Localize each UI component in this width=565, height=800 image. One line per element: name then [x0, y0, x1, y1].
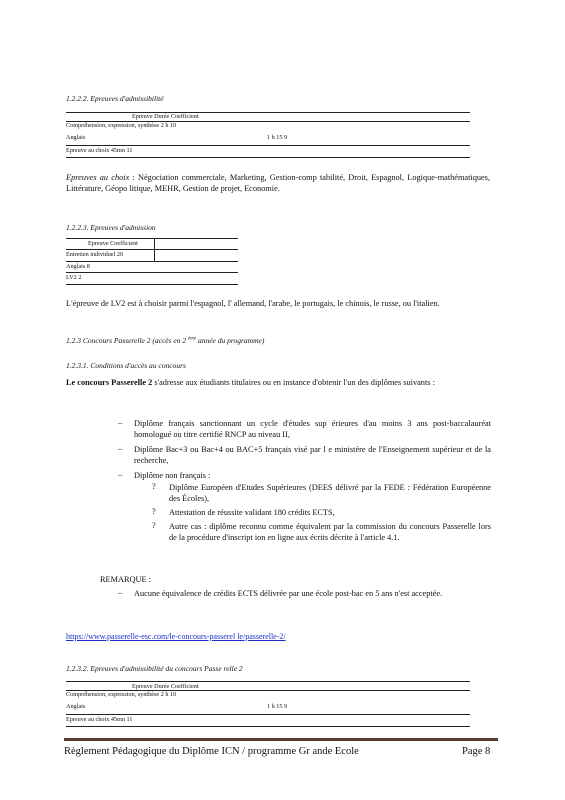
table-col-rule: [154, 238, 155, 261]
remark-text: Aucune équivalence de crédits ECTS délivrée par une école post-bac en 5 ans n'est acceptée.: [134, 589, 443, 598]
section-heading-admissibilite-passerelle: 1.2.3.2. Epreuves d'admissibilité du concours Passe relle 2: [66, 664, 243, 673]
table-admission: [66, 238, 238, 286]
table-header: Epreuve Coefficient: [88, 240, 138, 247]
heading-text-end: année du programme): [197, 336, 265, 345]
table-rule: [66, 261, 238, 262]
footer-title: Règlement Pédagogique du Diplôme ICN / programme Gr ande Ecole: [64, 746, 359, 757]
table-row: Anglais 8: [66, 263, 90, 270]
passerelle-link[interactable]: https://www.passerelle-esc.com/le-concours-passerel le/passerelle-2/: [66, 632, 286, 641]
table-row-label: Anglais: [66, 134, 86, 141]
bullet-dash: –: [118, 470, 123, 479]
table-rule: [66, 249, 238, 250]
paragraph-lv2: L'épreuve de LV2 est à choisir parmi l'espagnol, l' allemand, l'arabe, le portugais, le chinois, le russe, ou l'italien.: [66, 299, 440, 308]
table-rule: [66, 238, 238, 239]
table-row-value: 1 h 15 9: [267, 134, 288, 141]
choice-label: Epreuves au choix: [66, 173, 130, 182]
choice-text: : Négociation commerciale, Marketing, Gestion-comp tabilité, Droit, Espagnol, Logique-mathématiques, Littérature, Géopo litique, MEHR, Gestion de projet, Economie.: [66, 173, 490, 193]
heading-superscript: ème: [188, 336, 197, 342]
sub-list-item: Diplôme Européen d'Etudes Supérieures (DEES délivré par la FEDE : Fédération Européenne des Écoles),: [169, 483, 491, 503]
table-row-label: Anglais: [66, 703, 86, 710]
list-item: Diplôme non français :: [134, 471, 211, 480]
paragraph-intro: [66, 377, 490, 388]
table-row: Compréhension, expression, synthèse 2 h 10: [66, 122, 177, 129]
table-row: Compréhension, expression, synthèse 2 h 10: [66, 691, 177, 698]
footer-rule: [64, 738, 498, 741]
bullet-dash: –: [118, 418, 123, 427]
intro-bold: Le concours Passerelle 2: [66, 378, 153, 387]
table-rule: [66, 145, 470, 146]
table-row: Epreuve au choix 45mn 11: [66, 147, 133, 154]
passerelle-link-wrap: [66, 626, 286, 644]
table-row-value: 1 h 15 9: [267, 703, 288, 710]
section-heading-admission: 1.2.2.3. Epreuves d'admission: [66, 223, 156, 232]
table-admissibilite: [66, 112, 470, 158]
table-row: Entretien individuel 20: [66, 251, 124, 258]
section-heading-conditions: 1.2.3.1. Conditions d'accès au concours: [66, 361, 186, 370]
table-rule: [66, 272, 238, 273]
table-header: Epreuve Durée Coefficient: [132, 683, 199, 690]
paragraph-epreuves-choix: [66, 172, 490, 194]
sub-bullet-mark: ?: [152, 507, 156, 516]
remark-label: REMARQUE :: [100, 575, 151, 584]
table-admissibilite-passerelle: [66, 681, 470, 727]
heading-text: 1.2.3 Concours Passerelle 2 (accès en 2: [66, 336, 187, 345]
section-heading-passerelle: [66, 336, 264, 345]
bullet-dash: –: [118, 588, 123, 597]
table-rule: [66, 726, 470, 727]
table-row: LV2 2: [66, 274, 82, 281]
list-item: Diplôme Bac+3 ou Bac+4 ou BAC+5 français visé par l e ministère de l'Enseignement supérieur et de la recherche,: [134, 445, 491, 465]
sub-bullet-mark: ?: [152, 521, 156, 530]
table-row: Epreuve au choix 45mn 11: [66, 716, 133, 723]
sub-list-item: Attestation de réussite validant 180 crédits ECTS,: [169, 508, 335, 517]
list-item: Diplôme français sanctionnant un cycle d'études sup érieures d'au moins 3 ans post-baccalauréat homologué ou titre certifié RNCP au niveau II,: [134, 419, 491, 439]
bullet-dash: –: [118, 444, 123, 453]
table-rule: [66, 284, 238, 285]
section-heading-admissibilite: 1.2.2.2. Epreuves d'admissibilité: [66, 94, 164, 103]
page-number: Page 8: [462, 746, 491, 757]
sub-bullet-mark: ?: [152, 482, 156, 491]
table-header: Epreuve Durée Coefficient: [132, 113, 199, 120]
table-rule: [66, 112, 470, 113]
table-rule: [66, 681, 470, 682]
table-rule: [66, 157, 470, 158]
intro-text: s'adresse aux étudiants titulaires ou en instance d'obtenir l'un des diplômes suivants :: [152, 378, 435, 387]
table-rule: [66, 714, 470, 715]
sub-list-item: Autre cas : diplôme reconnu comme équivalent par la commission du concours Passerelle lors de la procédure d'inscript ion en ligne aux écrits décrite à l'article 4.1.: [169, 522, 491, 542]
